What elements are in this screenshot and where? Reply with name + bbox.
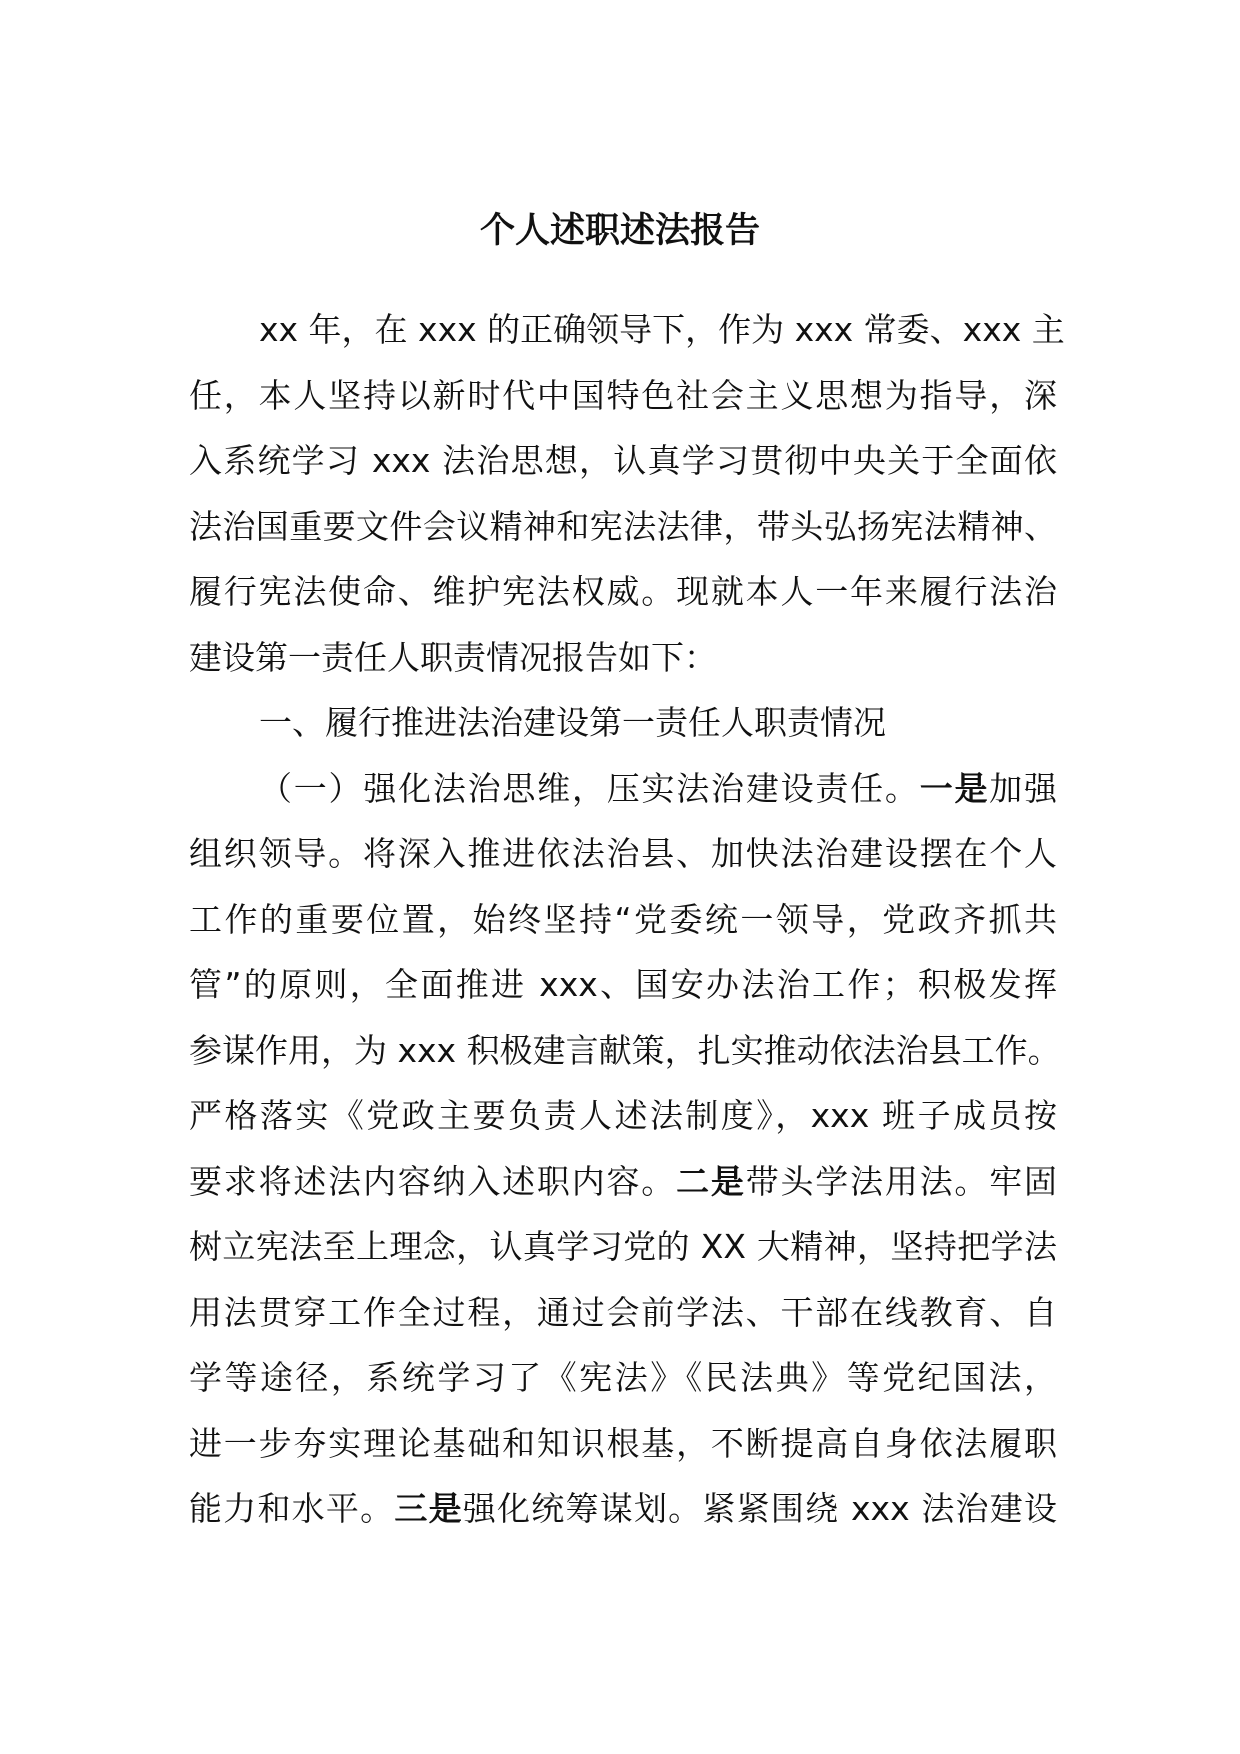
text-segment: 强化统筹谋划。紧紧围绕 xxx 法治建设 xyxy=(462,1489,1057,1528)
bold-keyword: 二是 xyxy=(676,1161,746,1201)
text-line xyxy=(189,297,1065,363)
text-line xyxy=(189,952,1057,1018)
text-line xyxy=(189,1214,1057,1280)
text-line xyxy=(189,690,1057,756)
text-line xyxy=(189,1476,1057,1542)
text-line xyxy=(189,756,1057,822)
text-line xyxy=(189,1345,1057,1411)
text-segment: 建设第一责任人职责情况报告如下： xyxy=(189,637,717,677)
text-line xyxy=(189,1411,1057,1477)
text-segment: 要求将述法内容纳入述职内容。 xyxy=(189,1161,677,1201)
text-line xyxy=(189,821,1057,887)
text-segment: 工作的重要位置，始终坚持“党委统一领导，党政齐抓共 xyxy=(189,899,1057,939)
text-segment: （一）强化法治思维，压实法治建设责任。 xyxy=(259,768,920,808)
text-line xyxy=(189,1018,1061,1084)
document-title: 个人述职述法报告 xyxy=(479,211,760,251)
text-line xyxy=(189,494,1057,560)
document-body xyxy=(189,297,1065,1542)
paragraph xyxy=(189,690,1057,756)
text-segment: 用法贯穿工作全过程，通过会前学法、干部在线教育、自 xyxy=(189,1292,1057,1332)
text-segment: xx 年，在 xxx 的正确领导下，作为 xxx 常委、xxx 主 xyxy=(259,310,1065,349)
text-line xyxy=(189,1280,1057,1346)
text-line xyxy=(189,428,1057,494)
bold-keyword: 三是 xyxy=(394,1489,463,1528)
text-line xyxy=(189,625,1057,691)
text-segment: 进一步夯实理论基础和知识根基，不断提高自身依法履职 xyxy=(189,1423,1057,1463)
text-segment: 法治国重要文件会议精神和宪法法律，带头弘扬宪法精神、 xyxy=(189,506,1057,546)
text-line xyxy=(189,363,1057,429)
text-segment: 一、履行推进法治建设第一责任人职责情况 xyxy=(259,703,886,742)
paragraph xyxy=(189,756,1061,1542)
text-segment: 能力和水平。 xyxy=(189,1489,395,1528)
text-segment: 树立宪法至上理念，认真学习党的 XX 大精神，坚持把学法 xyxy=(189,1227,1057,1266)
text-segment: 入系统学习 xxx 法治思想，认真学习贯彻中央关于全面依 xyxy=(189,441,1057,480)
text-line xyxy=(189,1083,1057,1149)
text-segment: 带头学法用法。牢固 xyxy=(745,1161,1058,1201)
text-segment: 学等途径，系统学习了《宪法》《民法典》等党纪国法， xyxy=(189,1358,1057,1397)
text-line xyxy=(189,559,1057,625)
paragraph xyxy=(189,297,1065,690)
text-segment: 履行宪法使命、维护宪法权威。现就本人一年来履行法治 xyxy=(189,572,1057,611)
text-segment: 管”的原则，全面推进 xxx、国安办法治工作；积极发挥 xyxy=(189,965,1057,1004)
text-line xyxy=(189,887,1057,953)
bold-keyword: 一是 xyxy=(919,768,990,808)
text-segment: 加强 xyxy=(989,768,1058,808)
text-line xyxy=(189,1149,1057,1215)
text-segment: 严格落实《党政主要负责人述法制度》，xxx 班子成员按 xyxy=(189,1096,1057,1135)
text-segment: 参谋作用，为 xxx 积极建言献策，扎实推动依法治县工作。 xyxy=(189,1030,1061,1070)
text-segment: 任，本人坚持以新时代中国特色社会主义思想为指导，深 xyxy=(189,375,1057,415)
text-segment: 组织领导。将深入推进依法治县、加快法治建设摆在个人 xyxy=(189,834,1057,873)
